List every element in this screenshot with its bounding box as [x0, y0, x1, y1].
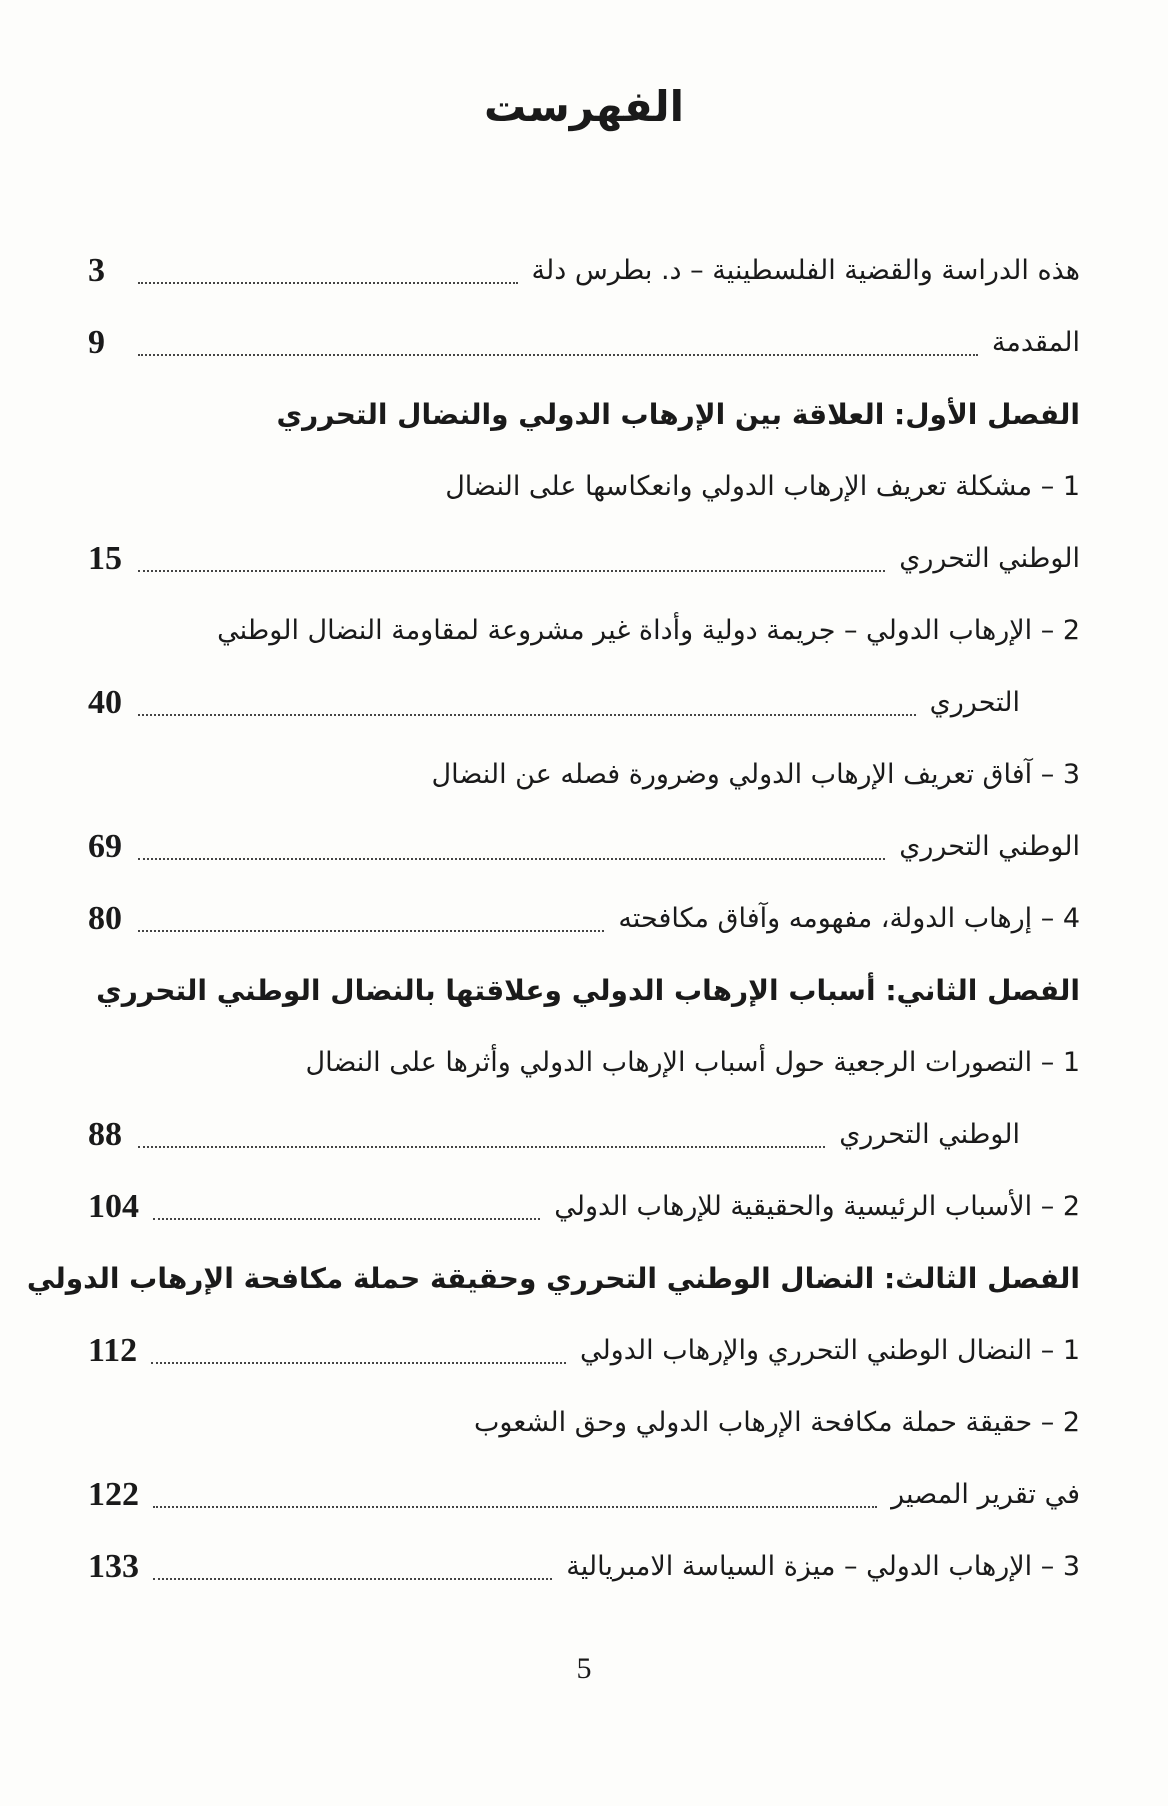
toc-entry-1-2-line2 — [88, 676, 1080, 730]
toc-page-number: 40 — [88, 684, 122, 721]
toc-page-number: 112 — [88, 1332, 138, 1369]
toc-entry-label: المقدمة — [991, 327, 1080, 358]
toc-chapter-1-heading — [88, 388, 1080, 442]
toc-entry-1-2-line1 — [88, 604, 1080, 658]
dot-leader — [138, 1145, 825, 1148]
toc-entry-label: 2 – الأسباب الرئيسية والحقيقية للإرهاب الدولي — [554, 1191, 1080, 1222]
toc-page-number: 88 — [88, 1116, 122, 1153]
dot-leader — [151, 1361, 566, 1364]
page-title: الفهرست — [483, 82, 684, 131]
toc-page-number: 15 — [88, 540, 122, 577]
toc-page-number: 80 — [88, 900, 122, 937]
dot-leader — [138, 929, 604, 932]
dot-leader — [153, 1577, 552, 1580]
toc-page-number: 3 — [88, 252, 105, 289]
chapter-heading: الفصل الثاني: أسباب الإرهاب الدولي وعلاقتها بالنضال الوطني التحرري — [96, 974, 1080, 1007]
dot-leader — [153, 1217, 540, 1220]
toc-entry-label: 1 – مشكلة تعريف الإرهاب الدولي وانعكاسها على النضال — [445, 471, 1080, 502]
toc-chapter-2-heading — [88, 964, 1080, 1018]
toc-entry-3-3 — [88, 1540, 1080, 1594]
toc-page-number: 133 — [88, 1548, 139, 1585]
toc-entry-3-2-line2 — [88, 1468, 1080, 1522]
toc-entry-label: 3 – آفاق تعريف الإرهاب الدولي وضرورة فصله عن النضال — [431, 759, 1080, 790]
dot-leader — [138, 713, 916, 716]
toc-entry-1-1-line2 — [88, 532, 1080, 586]
chapter-heading: الفصل الثالث: النضال الوطني التحرري وحقيقة حملة مكافحة الإرهاب الدولي — [26, 1262, 1080, 1295]
toc-entry-2-2 — [88, 1180, 1080, 1234]
chapter-heading: الفصل الأول: العلاقة بين الإرهاب الدولي والنضال التحرري — [276, 398, 1080, 431]
dot-leader — [138, 353, 978, 356]
toc-entry-1-3-line2 — [88, 820, 1080, 874]
dot-leader — [138, 281, 518, 284]
toc-entry-1-3-line1 — [88, 748, 1080, 802]
toc-entry-introduction — [88, 316, 1080, 370]
toc-entry-label: في تقرير المصير — [891, 1479, 1080, 1510]
toc-entry-3-2-line1 — [88, 1396, 1080, 1450]
toc-entry-label: 2 – الإرهاب الدولي – جريمة دولية وأداة غير مشروعة لمقاومة النضال الوطني — [217, 615, 1080, 646]
dot-leader — [153, 1505, 877, 1508]
toc-entry-label: 1 – النضال الوطني التحرري والإرهاب الدولي — [579, 1335, 1080, 1366]
toc-entry-2-1-line2 — [88, 1108, 1080, 1162]
toc-entry-1-4 — [88, 892, 1080, 946]
page-number-footer: 5 — [576, 1652, 592, 1685]
toc-page-number: 104 — [88, 1188, 139, 1225]
toc-entry-label: الوطني التحرري — [899, 543, 1080, 574]
toc-entry-3-1 — [88, 1324, 1080, 1378]
toc-entry-1-1-line1 — [88, 460, 1080, 514]
toc-entry-label: 4 – إرهاب الدولة، مفهومه وآفاق مكافحته — [618, 903, 1080, 934]
dot-leader — [138, 857, 885, 860]
toc-entry-intro-study — [88, 244, 1080, 298]
toc-page-number: 9 — [88, 324, 105, 361]
toc-chapter-3-heading — [26, 1252, 1080, 1306]
toc-page-number: 122 — [88, 1476, 139, 1513]
toc-entry-2-1-line1 — [88, 1036, 1080, 1090]
toc-page-number: 69 — [88, 828, 122, 865]
toc-entry-label: التحرري — [929, 687, 1020, 718]
toc-entry-label: 2 – حقيقة حملة مكافحة الإرهاب الدولي وحق الشعوب — [473, 1407, 1080, 1438]
toc-entry-label: 1 – التصورات الرجعية حول أسباب الإرهاب الدولي وأثرها على النضال — [305, 1047, 1080, 1078]
toc-entry-label: هذه الدراسة والقضية الفلسطينية – د. بطرس دلة — [531, 255, 1080, 286]
toc-entry-label: 3 – الإرهاب الدولي – ميزة السياسة الامبريالية — [566, 1551, 1080, 1582]
toc-entry-label: الوطني التحرري — [899, 831, 1080, 862]
toc-entry-label: الوطني التحرري — [839, 1119, 1020, 1150]
dot-leader — [138, 569, 885, 572]
